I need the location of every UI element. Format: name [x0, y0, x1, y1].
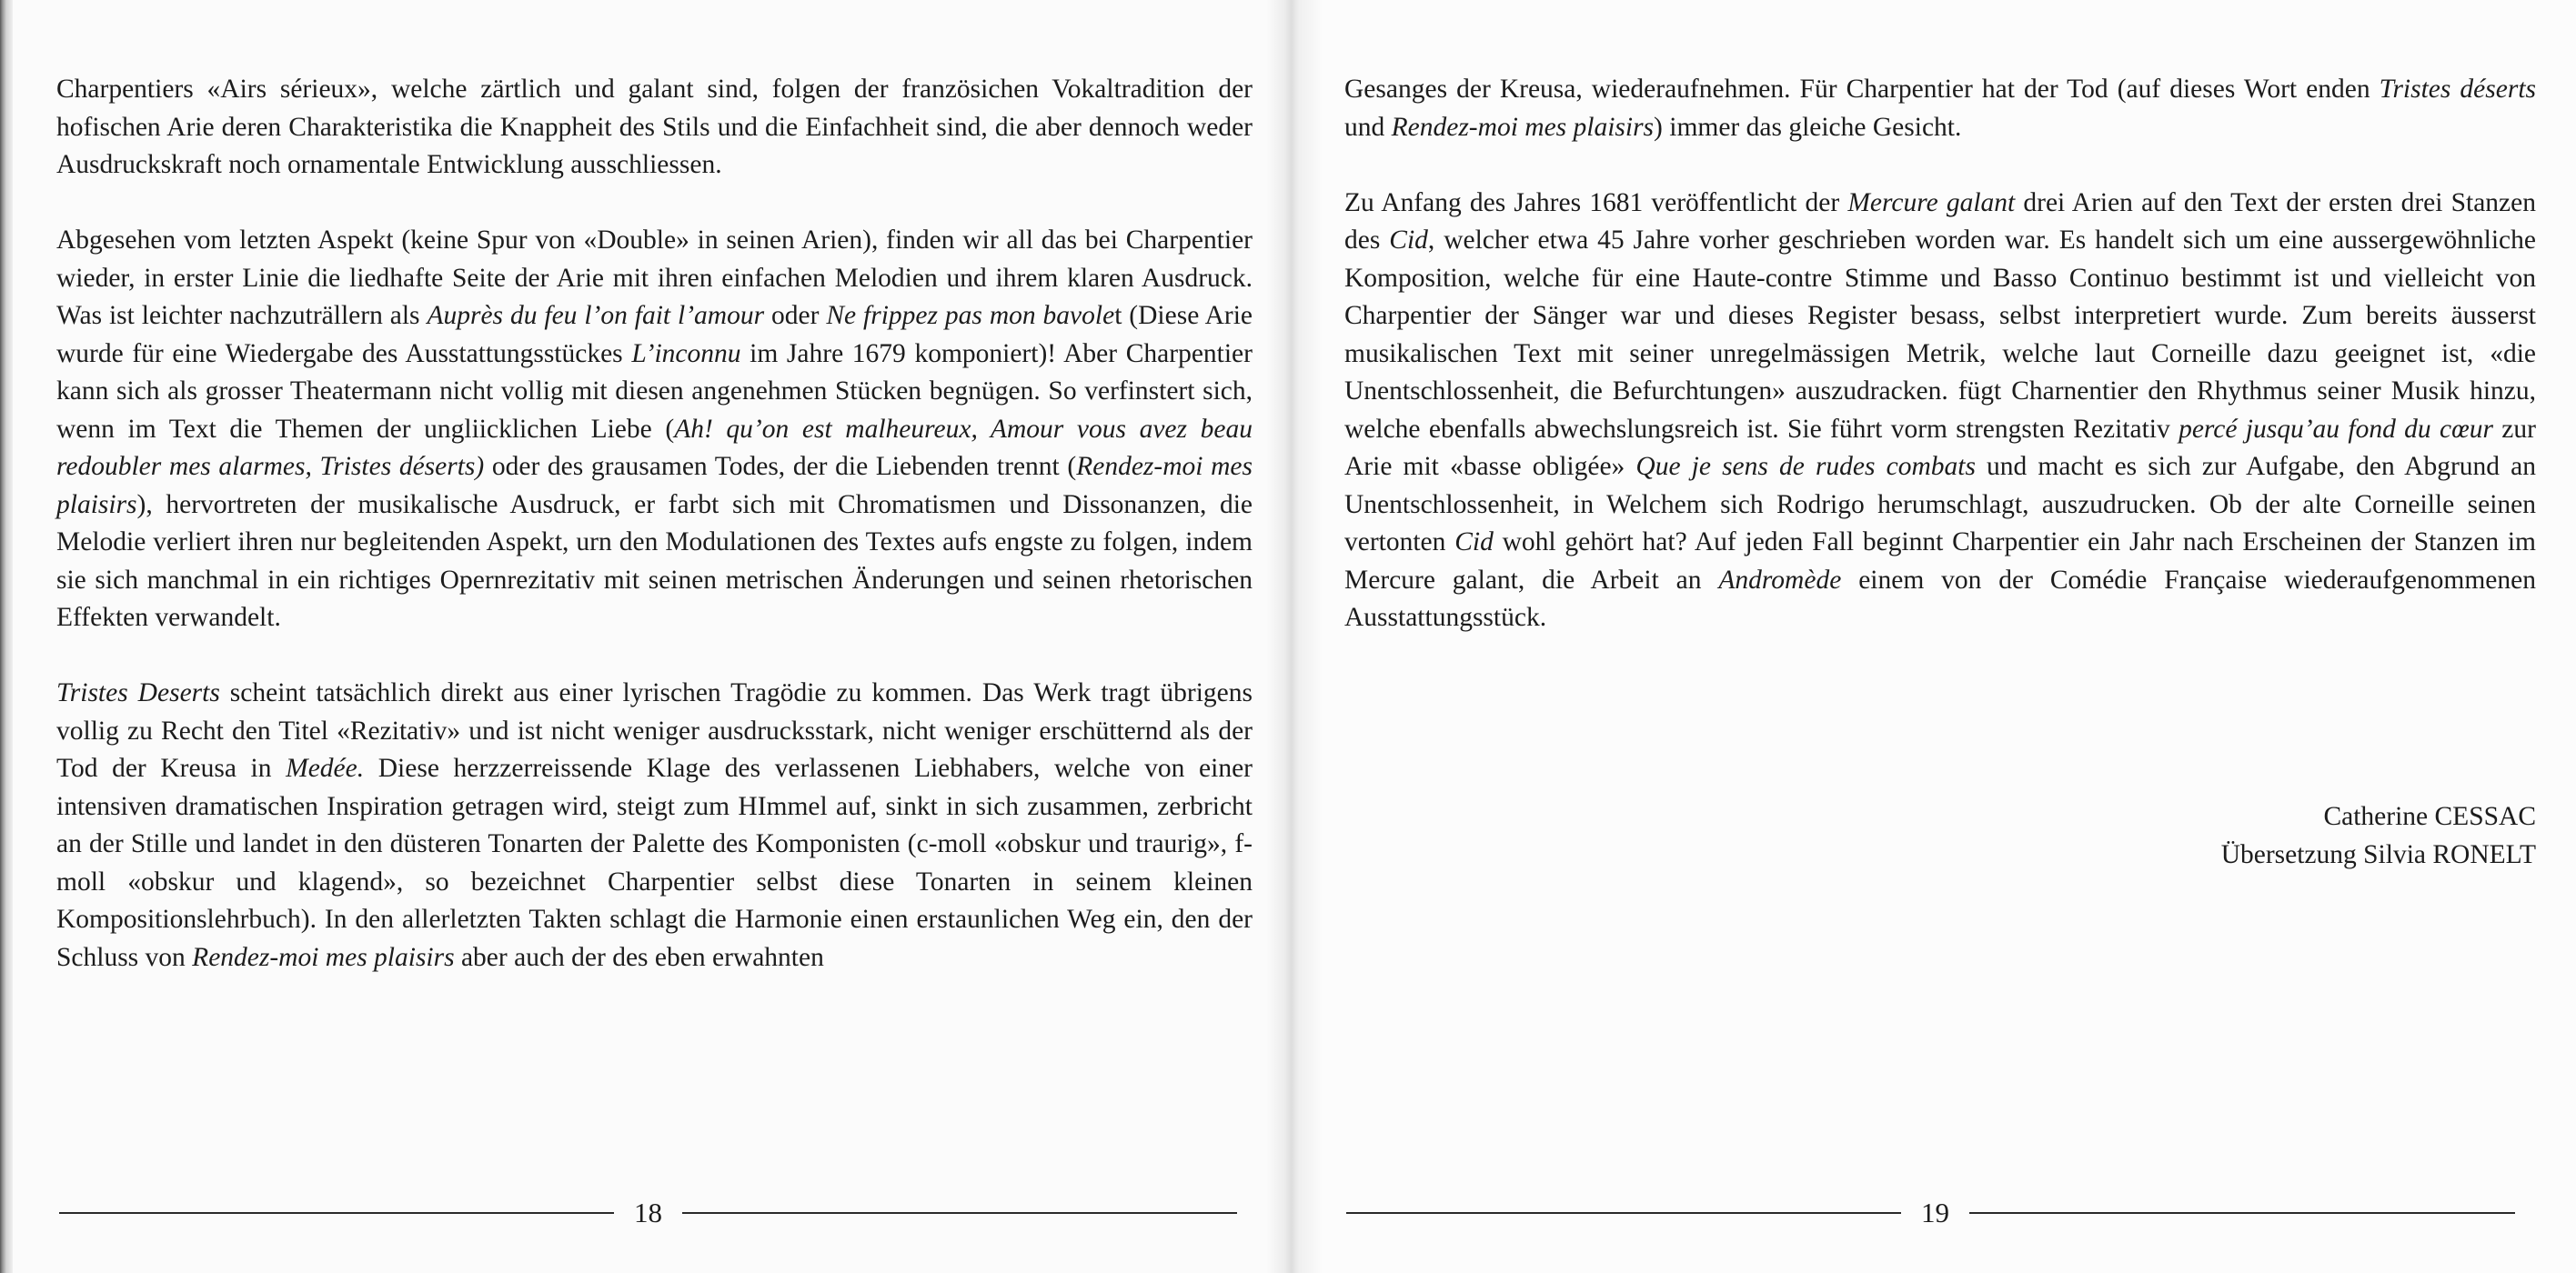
- right-paragraph-1: [1344, 71, 2536, 146]
- body-text: oder: [764, 301, 827, 330]
- italic-title-text: Mercure galant: [1847, 187, 2016, 217]
- body-text: ) immer das gleiche Gesicht.: [1654, 112, 1962, 142]
- body-text: drei Arien auf den Text der ersten drei Stanzen des: [1344, 187, 2536, 255]
- right-page-text: [1344, 71, 2536, 637]
- body-text: einem von der Comédie Française wiederaufgenommenen Ausstattungsstück.: [1344, 565, 2536, 632]
- body-text: und macht es sich zur Aufgabe, den Abgrund an Unentschlossenheit, in Welchem sich Rodrigo herumschlagt, auszudrucken. Ob der alte Corneille seinen vertonten: [1344, 452, 2537, 556]
- italic-title-text: Auprès du feu l’on fait l’amour: [427, 301, 765, 330]
- left-paragraph-3: [56, 675, 1253, 977]
- italic-title-text: Cid: [1454, 527, 1494, 556]
- italic-title-text: Que je sens de rudes combats: [1635, 452, 1976, 481]
- page-number: 19: [1921, 1197, 1949, 1228]
- folio-rule: [59, 1212, 614, 1214]
- italic-title-text: Tristes Deserts: [56, 678, 220, 707]
- italic-title-text: Tristes déserts: [2379, 75, 2537, 104]
- left-folio: [0, 1195, 1288, 1231]
- body-text: Diese herzzerreissende Klage des verlassenen Liebhabers, welche von einer intensiven dramatischen Inspiration getragen wird, steigt zum HImmel auf, sinkt in sich zusammen, zerbricht an der Stille und landet in den düsteren Tonarten der Palette des Komponisten (c-moll «obskur und traurig», f-moll «obskur und klagend», so bezeichnet Charpentier selbst diese Tonarten in seinem kleinen Kompositionslehrbuch). In den allerletzten Takten schlagt die Harmonie einen erstaunlichen Weg ein, den der Schluss von: [56, 754, 1253, 972]
- body-text: im Jahre 1679 komponiert)! Aber Charpentier kann sich als grosser Theatermann nicht vollig mit diesen angenehmen Stücken begnügen. So verfinstert sich, wenn im Text die Themen der ungliicklichen Liebe (: [56, 338, 1253, 444]
- signature-block: [2221, 797, 2536, 874]
- body-text: oder des grausamen Todes, der die Liebenden trennt (: [484, 452, 1077, 481]
- italic-title-text: Medée.: [286, 754, 365, 783]
- right-paragraph-2: [1344, 185, 2536, 637]
- body-text: Abgesehen vom letzten Aspekt (keine Spur von «Double» in seinen Arien), finden wir all das bei Charpentier wieder, in erster Linie die liedhafte Seite der Arie mit ihren einfachen Melodien und ihrem klaren Ausdruck. Was ist leichter nachzuträllern als: [56, 226, 1253, 330]
- body-text: zur Arie mit «basse obligée»: [1344, 414, 2536, 481]
- folio-rule: [682, 1212, 1237, 1214]
- italic-title-text: Rendez-moi mes plaisirs: [1391, 112, 1655, 142]
- body-text: , welcher etwa 45 Jahre vorher geschrieben worden war. Es handelt sich um eine aussergewöhnliche Komposition, welche für eine Haute-contre Stimme und Basso Continuo bestimmt ist und vielleicht von Charpentier der Sänger war und dieses Register besass, selbst interpretiert wurde. Zum bereits äusserst musikalischen Text mit seiner unregelmässigen Metrik, welche laut Corneille dazu geeignet ist, «die Unentschlossenheit, die Befurchtungen» auszudracken. fügt Charnentier den Rhythmus seiner Musik hinzu, welche ebenfalls abwechslungsreich ist. Sie führt vorm strengsten Rezitativ: [1344, 226, 2536, 444]
- page-number: 18: [634, 1197, 662, 1228]
- italic-title-text: Ah! qu’on est malheureux, Amour vous avez beau redoubler mes alarmes, Tristes déserts): [56, 414, 1253, 481]
- folio-rule: [1969, 1212, 2515, 1214]
- italic-title-text: Andromède: [1718, 565, 1842, 595]
- body-text: ), hervortreten der musikalische Ausdruck, er farbt sich mit Chromatismen und Dissonanzen, die Melodie verliert ihren nur begleitenden Aspekt, urn den Modulationen des Textes aufs engste zu folgen, indem sie sich manchmal in ein richtiges Opernrezitativ mit seinen metrischen Änderungen und seinen rhetorischen Effekten verwandelt.: [56, 489, 1253, 632]
- italic-title-text: L’inconnu: [631, 338, 741, 368]
- body-text: Charpentiers «Airs sérieux», welche zärtlich und galant sind, folgen der französichen Vokaltradition der hofischen Arie deren Charakteristika die Knappheit des Stils und die Einfachheit sind, die aber dennoch weder Ausdruckskraft noch ornamentale Entwicklung ausschliessen.: [56, 75, 1253, 179]
- italic-title-text: percé jusqu’au fond du cœur: [2179, 414, 2493, 444]
- italic-title-text: Rendez-moi mes plaisirs: [192, 942, 455, 972]
- italic-title-text: Ne frippez pas mon bavole: [826, 301, 1115, 330]
- body-text: und: [1344, 112, 1392, 142]
- body-text: Gesanges der Kreusa, wiederaufnehmen. Für Charpentier hat der Tod (auf dieses Wort enden: [1344, 75, 2380, 104]
- folio-rule: [1346, 1212, 1901, 1214]
- author-name: Catherine CESSAC: [2323, 802, 2536, 831]
- italic-title-text: Rendez-moi mes plaisirs: [56, 452, 1253, 519]
- body-text: scheint tatsächlich direkt aus einer lyrischen Tragödie zu kommen. Das Werk tragt übrigens vollig zu Recht den Titel «Rezitativ» und ist nicht weniger ausdrucksstark, nicht weniger erschütternd als der Tod der Kreusa in: [56, 678, 1253, 783]
- left-paragraph-2: [56, 222, 1253, 637]
- right-page: [1288, 0, 2576, 1273]
- body-text: aber auch der des eben erwahnten: [454, 942, 824, 972]
- right-folio: [1288, 1195, 2576, 1231]
- body-text: t (Diese Arie wurde für eine Wiedergabe des Ausstattungsstückes: [56, 301, 1253, 368]
- translator-credit: Übersetzung Silvia RONELT: [2220, 840, 2536, 869]
- body-text: Zu Anfang des Jahres 1681 veröffentlicht der: [1344, 187, 1848, 217]
- body-text: wohl gehört hat? Auf jeden Fall beginnt Charpentier ein Jahr nach Erscheinen der Stanzen im Mercure galant, die Arbeit an: [1344, 527, 2537, 595]
- left-page-text: [56, 71, 1253, 977]
- book-gutter-shadow: [1266, 0, 1323, 1273]
- italic-title-text: Cid: [1389, 226, 1428, 255]
- left-paragraph-1: [56, 71, 1253, 185]
- left-page-edge: [0, 0, 13, 1273]
